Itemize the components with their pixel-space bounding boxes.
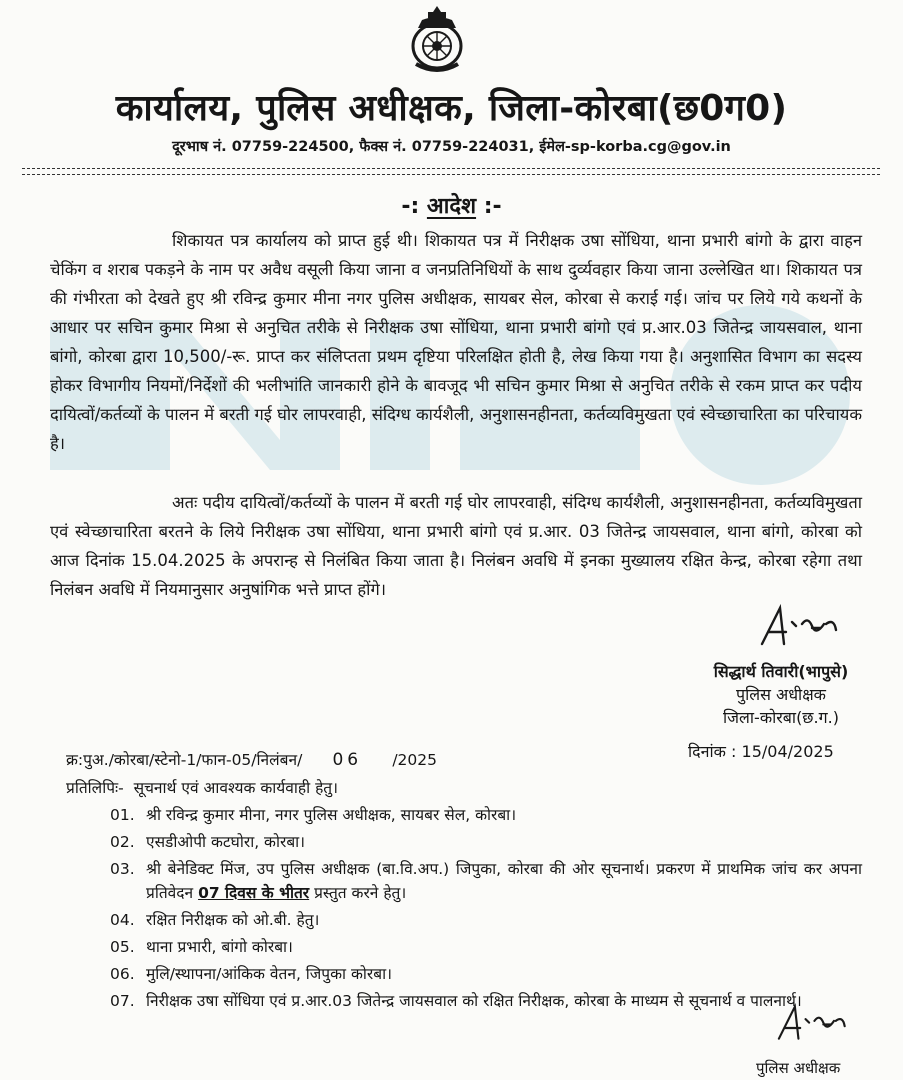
office-title: कार्यालय, पुलिस अधीक्षक, जिला-कोरबा(छ0ग0) [115, 88, 788, 129]
list-item: 07. निरीक्षक उषा सोंधिया एवं प्र.आर.03 जितेन्द्र जायसवाल को रक्षित निरीक्षक, कोरबा के माध्यम से सूचनार्थ व पालनार्थ। [110, 991, 802, 1010]
list-item: 05. थाना प्रभारी, बांगो कोरबा। [110, 937, 293, 956]
copy-to: प्रतिलिपिः- सूचनार्थ एवं आवश्यक कार्यवाही हेतु। [66, 779, 339, 797]
list-item: 03. श्री बेनेडिक्ट मिंज, उप पुलिस अधीक्षक (बा.वि.अप.) जिपुका, कोरबा की ओर सूचनार्थ। प्रकरण में प्राथमिक जांच कर अपना प्रतिवेदन 07 दिवस के भीतर प्रस्तुत करने हेतु। [110, 860, 862, 902]
signatory-designation: पुलिस अधीक्षक [736, 685, 826, 704]
deadline-text: 07 दिवस के भीतर [198, 883, 310, 902]
header-divider [22, 168, 880, 169]
signature-block [686, 660, 876, 729]
police-emblem-icon [404, 4, 470, 78]
list-item: 04. रक्षित निरीक्षक को ओ.बी. हेतु। [110, 910, 320, 929]
order-paragraph-1: शिकायत पत्र कार्यालय को प्राप्त हुई थी। शिकायत पत्र में निरीक्षक उषा सोंधिया, थाना प्रभारी बांगो के द्वारा वाहन चेकिंग व शराब पकड़ने के नाम पर अवैध वसूली किया जाना व जनप्रतिनिधियों के साथ दुर्व्यवहार किया जाना उल्लेखित था। शिकायत पत्र की गंभीरता को देखते हुए श्री रविन्द्र कुमार मीना नगर पुलिस अधीक्षक, सायबर सेल, कोरबा से कराई गई। जांच पर लिये गये कथनों के आधार पर सचिन कुमार मिश्रा से अनुचित तरीके से निरीक्षक उषा सोंधिया, थाना प्रभारी बांगो एवं प्र.आर.03 जितेन्द्र जायसवाल, थाना बांगो, कोरबा द्वारा 10,500/-रू. प्राप्त कर संलिप्तता प्रथम दृष्टिया परिलक्षित होती है, लेख किया गया है। अनुशासित विभाग का सदस्य होकर विभागीय नियमों/निर्देशों की भलीभांति जानकारी होने के बावजूद भी सचिन कुमार मिश्रा से अनुचित तरीके से रकम प्राप्त कर पदीय दायित्वों/कर्तव्यों के पालन में बरती गई घोर लापरवाही, संदिग्ध कार्यशैली, अनुशासनहीनता, कर्तव्यविमुखता एवं स्वेच्छाचारिता का परिचायक है। [50, 231, 862, 453]
order-heading-text: आदेश [426, 194, 477, 219]
order-paragraph-2: अतः पदीय दायित्वों/कर्तव्यों के पालन में बरती गई घोर लापरवाही, संदिग्ध कार्यशैली, अनुशासनहीनता, कर्तव्यविमुखता एवं स्वेच्छाचारिता बरतने के लिये निरीक्षक उषा सोंधिया, थाना प्रभारी बांगो एवं प्र.आर. 03 जितेन्द्र जायसवाल, थाना बांगो, कोरबा को आज दिनांक 15.04.2025 के अपरान्ह से निलंबित किया जाता है। निलंबन अवधि में इनका मुख्यालय रक्षित केन्द्र, कोरबा रहेगा तथा निलंबन अवधि में नियमानुसार अनुषांगिक भत्ते प्राप्त होंगे। [50, 493, 862, 599]
list-item: 01. श्री रविन्द्र कुमार मीना, नगर पुलिस अधीक्षक, सायबर सेल, कोरबा। [110, 806, 517, 824]
signature-icon [770, 1000, 850, 1056]
reference-number: क्र:पुअ./कोरबा/स्टेनो-1/फान-05/निलंबन/ 06 /2025 [66, 750, 437, 770]
copy-list [110, 804, 862, 1017]
footer-designation: पुलिस अधीक्षक [756, 1059, 841, 1077]
order-heading: -: आदेश :- [401, 194, 502, 219]
signatory-name: सिद्धार्थ तिवारी(भापुसे) [713, 662, 849, 681]
list-item: 06. मुलि/स्थापना/आंकिक वेतन, जिपुका कोरबा। [110, 964, 392, 983]
header-divider-2 [22, 174, 880, 175]
signatory-district: जिला-कोरबा(छ.ग.) [723, 708, 839, 727]
list-item: 02. एसडीओपी कटघोरा, कोरबा। [110, 833, 306, 851]
contact-line: दूरभाष नं. 07759-224500, फैक्स नं. 07759-224031, ईमेल-sp-korba.cg@gov.in [172, 139, 731, 155]
order-date: दिनांक : 15/04/2025 [688, 742, 834, 761]
signature-icon [752, 602, 842, 662]
